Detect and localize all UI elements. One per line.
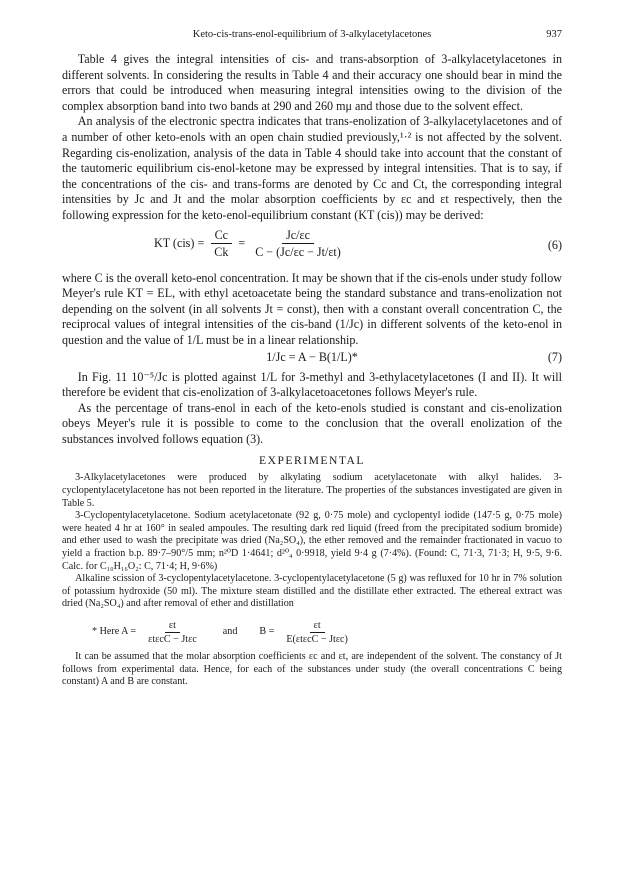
- denominator: E(εtεcC − Jtεc): [286, 634, 348, 645]
- body-paragraph: As the percentage of trans-enol in each of the keto-enols studied is constant and cis-enolization obeys Meyer's rule it is possible to come to the conclusion that the overall enolization of the substances involved follows equation (3).: [62, 400, 562, 446]
- experimental-paragraph: Alkaline scission of 3-cyclopentylacetylacetone. 3-cyclopentylacetylacetone (5 g) was refluxed for 10 hr in 7% solution of potassium hydroxide (50 ml). The mixture steam distilled and the distillate ether extracted. The ethereal extract was dried (Na₂SO₄) and after removal of ether and distillation: [62, 573, 562, 610]
- numerator: εt: [310, 619, 325, 633]
- fraction: [282, 619, 352, 646]
- section-heading: EXPERIMENTAL: [259, 454, 365, 468]
- equation-lhs: KT (cis) =: [154, 235, 205, 250]
- journal-page: [62, 28, 562, 689]
- numerator: Jc/εc: [282, 228, 314, 244]
- body-paragraph: where C is the overall keto-enol concentration. It may be shown that if the cis-enols under study follow Meyer's rule KT = EL, with ethyl acetoacetate being the standard substance and trans-enolization not depending on the solvent (in all solvents Jt = const), then with a constant overall concentration C, the reciprocal values of integral intensities of the cis-band (1/Jc) in different solvents of the keto-enol in question and the value of 1/L must be in a linear relationship.: [62, 270, 562, 347]
- fraction: [144, 619, 201, 646]
- equation-expression: 1/Jc = A − B(1/L)*: [266, 349, 358, 364]
- numerator: εt: [165, 619, 180, 633]
- experimental-paragraph: 3-Cyclopentylacetylacetone. Sodium acetylacetonate (92 g, 0·75 mole) and cyclopentyl iodide (147·5 g, 0·75 mole) were heated 4 hr at 160° in sealed ampoules. The resulting dark red liquid (freed from the precipitated sodium bromide) and ether used to wash the precipitate was dried (Na₂SO₄), the ether removed and the remainder fractionated in vacuo to yield a fraction b.p. 89·7–90°/5 mm; n²⁰D 1·4641; d²⁰₄ 0·9918, yield 9·4 g (7·4%). (Found: C, 71·3, 71·3; H, 9·5, 9·6. Calc. for C₁₀H₁₆O₂: C, 71·4; H, 9·6%): [62, 510, 562, 572]
- fraction: [210, 228, 232, 260]
- body-paragraph: In Fig. 11 10⁻⁵/Jc is plotted against 1/L for 3-methyl and 3-ethylacetylacetones (I and II). It will therefore be evident that cis-enolization of 3-alkylacetoacetones follows Meyer's rule.: [62, 369, 562, 400]
- fraction: [251, 228, 345, 260]
- footnote-text: It can be assumed that the molar absorption coefficients εc and εt, are independent of the solvent. The constancy of Jt follows from experimental data. Hence, for each of the substances under study (the overall concentrations C being constant) A and B are constant.: [62, 651, 562, 688]
- denominator: C − (Jc/εc − Jt/εt): [255, 244, 341, 259]
- equation-number: (6): [547, 237, 562, 252]
- body-paragraph: Table 4 gives the integral intensities of cis- and trans-absorption of 3-alkylacetylacetones in different solvents. In considering the results in Table 4 and their accuracy one should bear in mind the errors that could be introduced when measuring integral intensities owing to the division of the complex absorption band into two bands at 290 and 260 mμ and those due to the solvent effect.: [62, 52, 562, 113]
- footnote-b-lhs: B =: [259, 626, 275, 638]
- running-title: Keto-cis-trans-enol-equilibrium of 3-alkylacetylacetones: [192, 29, 432, 40]
- running-head: [62, 28, 562, 42]
- footnote-marker: * Here A =: [92, 626, 137, 638]
- denominator: Ck: [214, 244, 229, 259]
- page-number: 937: [546, 29, 562, 40]
- experimental-paragraph: 3-Alkylacetylacetones were produced by alkylating sodium acetylacetonate with alkyl halides. 3-cyclopentylacetylacetone has not been reported in the literature. The properties of the substances investigated are given in Table 5.: [62, 472, 562, 509]
- body-paragraph: An analysis of the electronic spectra indicates that trans-enolization of 3-alkylacetylacetones and of a number of other keto-enols with an open chain studied previously,¹·² is not affected by the solvent. Regarding cis-enolization, analysis of the data in Table 4 should take into account that the constant of the tautomeric equilibrium cis-enol-ketone may be expressed by integral intensities. That is to say, if the concentrations of the cis- and trans-forms are denoted by Cc and Ct, the corresponding integral intensities by Jc and Jt and the molar absorption coefficients by εc and εt respectively, then the following expression for the keto-enol-equilibrium constant (KT (cis)) may be derived:: [62, 114, 562, 222]
- equation-7: [62, 350, 562, 367]
- denominator: εtεcC − Jtεc: [148, 634, 197, 645]
- footnote-equation: [62, 617, 562, 649]
- conjunction: and: [222, 626, 238, 638]
- equals-sign: =: [238, 235, 246, 250]
- equation-6: [62, 226, 562, 268]
- equation-number: (7): [547, 349, 562, 364]
- numerator: Cc: [211, 228, 232, 244]
